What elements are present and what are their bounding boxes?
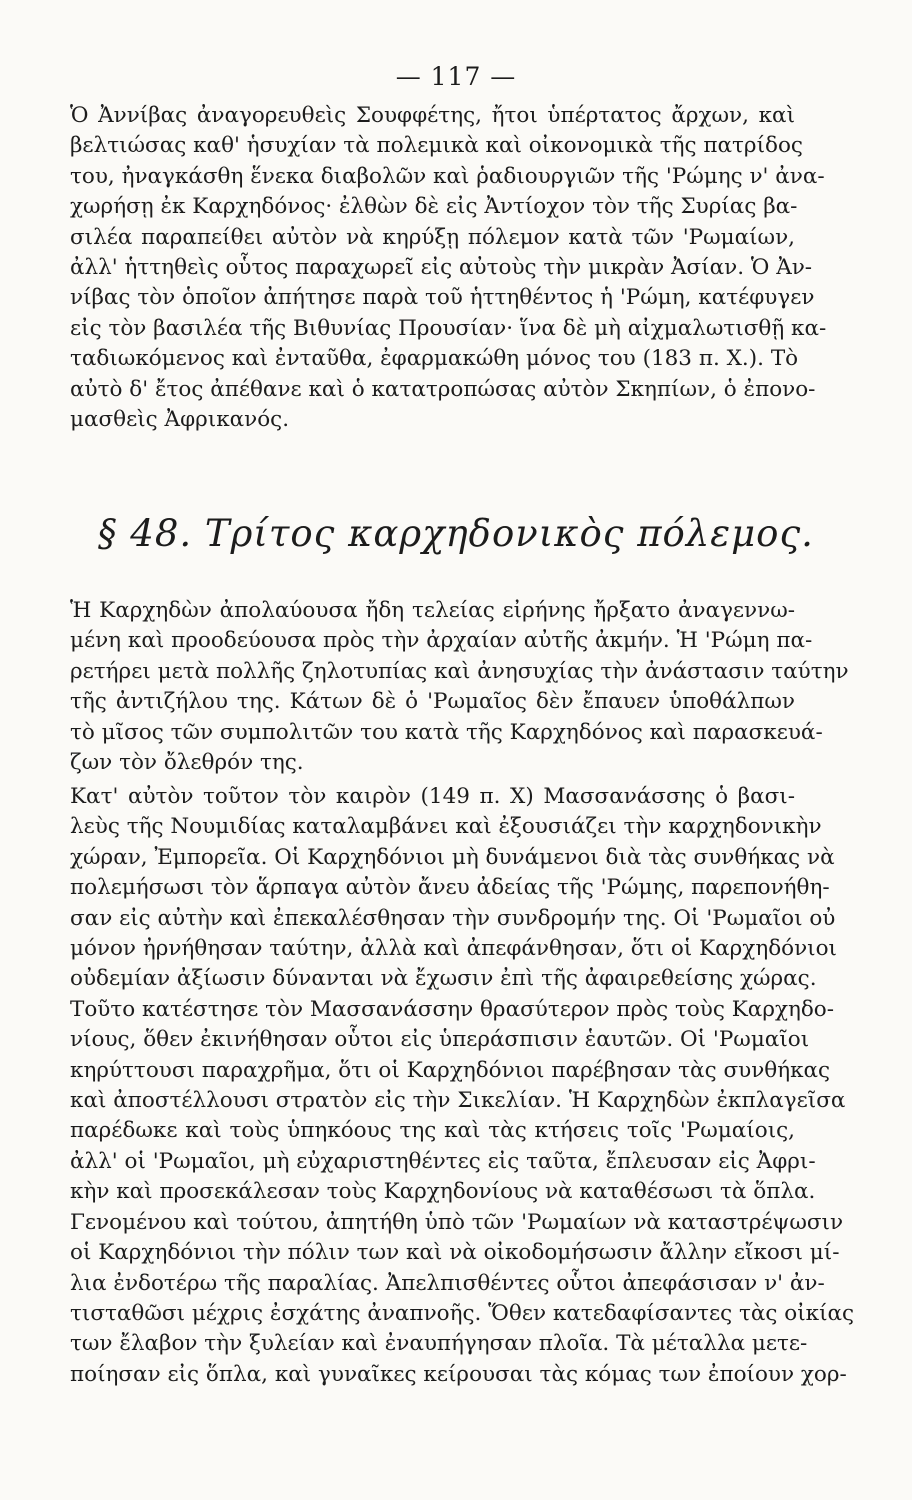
text-line: χωρήσῃ ἐκ Καρχηδόνος· ἐλθὼν δὲ εἰς Ἀντίοχον τὸν τῆς Συρίας βα- [70,194,798,220]
text-line: τῆς ἀντιζήλου της. Κάτων δὲ ὁ 'Ρωμαῖος δὲν ἔπαυεν ὑποθάλπων [70,689,795,715]
text-line: λια ἐνδοτέρω τῆς παραλίας. Ἀπελπισθέντες οὗτοι ἀπεφάσισαν ν' ἀν- [70,1270,825,1296]
text-line: παρέδωκε καὶ τοὺς ὑπηκόους της καὶ τὰς κτήσεις τοῖς 'Ρωμαίοις, [70,1118,795,1144]
text-line: Κατ' αὐτὸν τοῦτον τὸν καιρὸν (149 π. Χ) Μασσανάσσης ὁ βασι- [70,784,795,809]
text-line: μασθεὶς Ἀφρικανός. [70,407,290,433]
text-line: κὴν καὶ προσεκάλεσαν τοὺς Καρχηδονίους νὰ καταθέσωσι τὰ ὅπλα. [70,1179,816,1205]
text-line: των ἔλαβον τὴν ξυλείαν καὶ ἐναυπήγησαν πλοῖα. Τὰ μέταλλα μετε- [70,1331,808,1357]
text-line: ρετήρει μετὰ πολλῆς ζηλοτυπίας καὶ ἀνησυχίας τὴν ἀνάστασιν ταύτην [70,658,849,684]
text-line: οἱ Καρχηδόνιοι τὴν πόλιν των καὶ νὰ οἰκοδομήσωσιν ἄλλην εἴκοσι μί- [70,1240,840,1266]
text-line: βελτιώσας καθ' ἡσυχίαν τὰ πολεμικὰ καὶ οἰκονομικὰ τῆς πατρίδος [70,133,803,159]
page-number: — 117 — [395,62,517,91]
text-line: καὶ ἀποστέλλουσι στρατὸν εἰς τὴν Σικελίαν. Ἡ Καρχηδὼν ἐκπλαγεῖσα [70,1088,846,1114]
text-line: μένη καὶ προοδεύουσα πρὸς τὴν ἀρχαίαν αὐτῆς ἀκμήν. Ἡ 'Ρώμη πα- [70,628,813,654]
text-line: του, ἠναγκάσθη ἕνεκα διαβολῶν καὶ ῥαδιουργιῶν τῆς 'Ρώμης ν' ἀνα- [70,163,825,189]
paragraph-third-punic-war [70,782,855,1390]
text-line: αὐτὸ δ' ἔτος ἀπέθανε καὶ ὁ κατατροπώσας αὐτὸν Σκηπίων, ὁ ἐπονο- [70,376,816,402]
text-line: πολεμήσωσι τὸν ἅρπαγα αὐτὸν ἄνευ ἀδείας τῆς 'Ρώμης, παρεπονήθη- [70,875,830,901]
paragraph-carthage-revival [70,596,849,778]
text-line: σιλέα παραπείθει αὐτὸν νὰ κηρύξῃ πόλεμον κατὰ τῶν 'Ρωμαίων, [70,224,795,250]
text-line: νίους, ὅθεν ἐκινήθησαν οὗτοι εἰς ὑπεράσπισιν ἑαυτῶν. Οἱ 'Ρωμαῖοι [70,1027,810,1053]
text-line: τὸ μῖσος τῶν συμπολιτῶν του κατὰ τῆς Καρχηδόνος καὶ παρασκευά- [70,719,823,745]
text-line: Ὁ Ἀννίβας ἀναγορευθεὶς Σουφφέτης, ἤτοι ὑπέρτατος ἄρχων, καὶ [70,103,795,128]
text-line: Γενομένου καὶ τούτου, ἀπητήθη ὑπὸ τῶν 'Ρωμαίων νὰ καταστρέψωσιν [70,1209,844,1235]
text-line: νίβας τὸν ὁποῖον ἀπήτησε παρὰ τοῦ ἡττηθέντος ἡ 'Ρώμη, κατέφυγεν [70,285,815,311]
text-line: μόνον ἠρνήθησαν ταύτην, ἀλλὰ καὶ ἀπεφάνθησαν, ὅτι οἱ Καρχηδόνιοι [70,936,837,962]
text-line: ποίησαν εἰς ὅπλα, καὶ γυναῖκες κείρουσαι τὰς κόμας των ἐποίουν χορ- [70,1361,847,1387]
section-heading: § 48. Τρίτος καρχηδονικὸς πόλεμος. [98,512,814,555]
text-line: εἰς τὸν βασιλέα τῆς Βιθυνίας Προυσίαν· ἵνα δὲ μὴ αἰχμαλωτισθῇ κα- [70,315,827,341]
text-line: ταδιωκόμενος καὶ ἐνταῦθα, ἐφαρμακώθη μόνος του (183 π. Χ.). Τὸ [70,346,799,372]
text-line: κηρύττουσι παραχρῆμα, ὅτι οἱ Καρχηδόνιοι παρέβησαν τὰς συνθήκας [70,1057,831,1083]
text-line: οὐδεμίαν ἀξίωσιν δύνανται νὰ ἔχωσιν ἐπὶ τῆς ἀφαιρεθείσης χώρας. [70,966,817,992]
text-line: ἀλλ' ἡττηθεὶς οὗτος παραχωρεῖ εἰς αὐτοὺς τὴν μικρὰν Ἀσίαν. Ὁ Ἀν- [70,255,813,281]
text-line: ζων τὸν ὄλεθρόν της. [70,750,304,776]
text-line: χώραν, Ἐμπορεῖα. Οἱ Καρχηδόνιοι μὴ δυνάμενοι διὰ τὰς συνθήκας νὰ [70,844,835,870]
text-line: Τοῦτο κατέστησε τὸν Μασσανάσσην θρασύτερον πρὸς τοὺς Καρχηδο- [70,996,835,1022]
text-line: Ἡ Καρχηδὼν ἀπολαύουσα ἤδη τελείας εἰρήνης ἤρξατο ἀναγεννω- [70,598,795,623]
text-line: ἀλλ' οἱ 'Ρωμαῖοι, μὴ εὐχαριστηθέντες εἰς ταῦτα, ἔπλευσαν εἰς Ἀφρι- [70,1148,816,1174]
text-line: σαν εἰς αὐτὴν καὶ ἐπεκαλέσθησαν τὴν συνδρομήν της. Οἱ 'Ρωμαῖοι οὐ [70,905,836,931]
text-line: λεὺς τῆς Νουμιδίας καταλαμβάνει καὶ ἐξουσιάζει τὴν καρχηδονικὴν [70,814,822,840]
paragraph-hannibal [70,101,827,435]
text-line: τισταθῶσι μέχρις ἐσχάτης ἀναπνοῆς. Ὅθεν κατεδαφίσαντες τὰς οἰκίας [70,1300,855,1326]
